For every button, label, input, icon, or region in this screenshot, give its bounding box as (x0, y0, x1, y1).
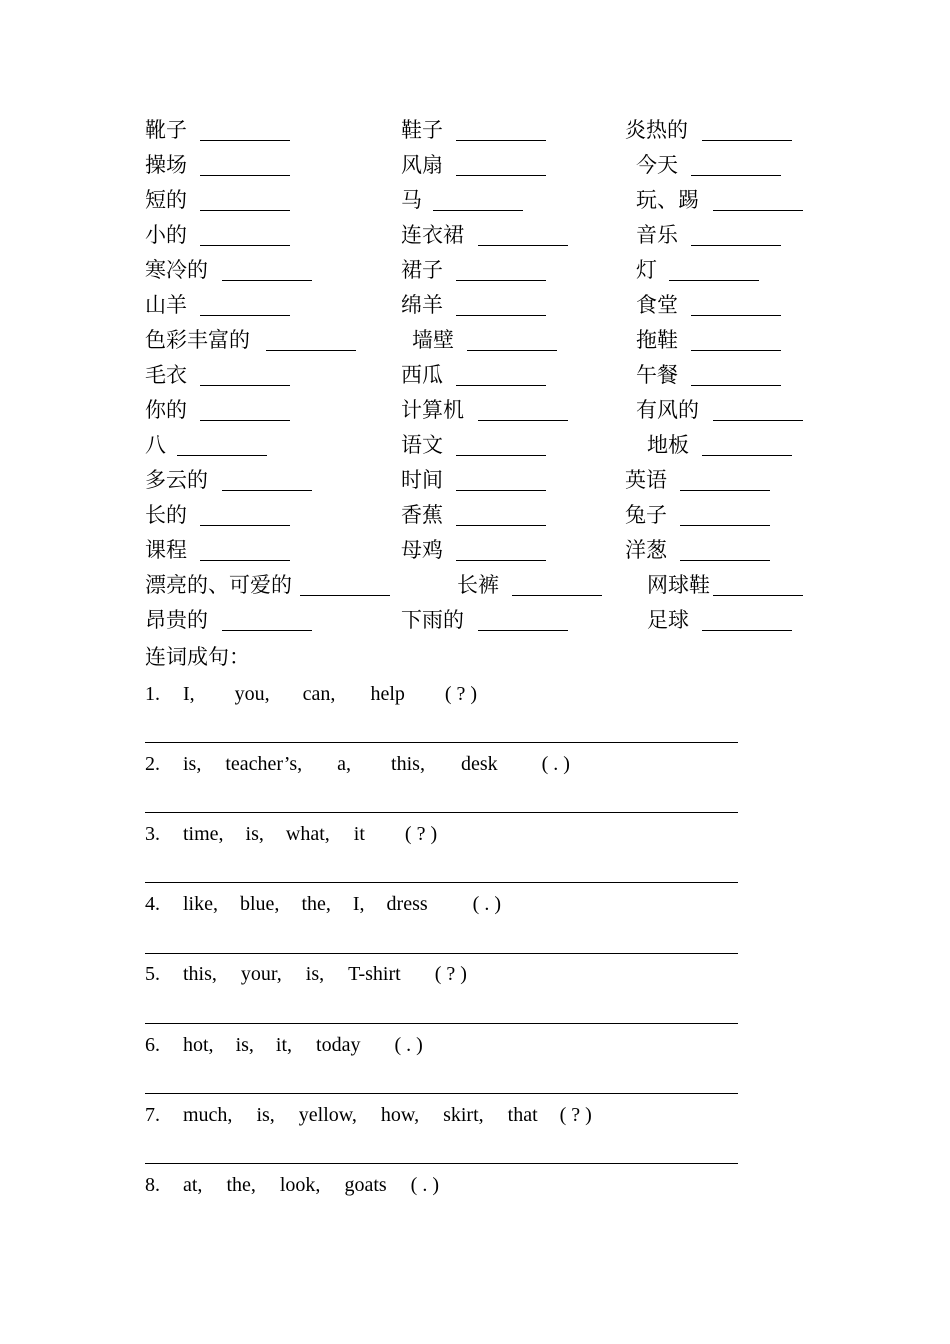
vocab-row (0, 608, 950, 643)
punctuation-hint: ( ? ) (434, 963, 467, 985)
sentence-item (145, 1173, 439, 1197)
word-token: skirt, (443, 1104, 484, 1126)
word-token: is, (256, 1104, 275, 1126)
word-token: I, (352, 893, 365, 915)
vocab-item (0, 118, 950, 153)
word-token: you, (234, 683, 270, 705)
punctuation-hint: ( ? ) (444, 683, 478, 705)
sentence-item (145, 962, 467, 986)
word-token: help (370, 683, 405, 705)
word-token: how, (380, 1104, 420, 1126)
word-token: I, (183, 683, 195, 705)
answer-blank[interactable] (691, 245, 781, 246)
answer-blank[interactable] (680, 525, 770, 526)
vocab-word: 毛衣 (145, 363, 187, 387)
answer-blank[interactable] (702, 630, 792, 631)
vocab-word: 音乐 (636, 223, 678, 247)
vocab-word: 八 (145, 433, 166, 457)
word-token: at, (183, 1174, 203, 1196)
word-token: the, (226, 1174, 256, 1196)
vocab-item (0, 363, 950, 398)
answer-blank[interactable] (691, 385, 781, 386)
vocab-word: 连衣裙 (401, 223, 464, 247)
answer-blank[interactable] (702, 140, 792, 141)
vocab-row (0, 188, 950, 223)
word-token: yellow, (298, 1104, 357, 1126)
vocab-item (0, 328, 950, 363)
word-token: is, (305, 963, 325, 985)
sentence-item (145, 752, 570, 776)
vocab-item (0, 258, 950, 293)
answer-blank[interactable] (702, 455, 792, 456)
vocab-item (0, 398, 950, 433)
sentence-item (145, 822, 437, 846)
sentence-number: 6. (145, 1034, 160, 1056)
sentence-number: 7. (145, 1104, 160, 1126)
sentence-number: 5. (145, 963, 160, 985)
vocab-row (0, 363, 950, 398)
sentence-item (145, 1103, 592, 1127)
vocab-item (0, 433, 950, 468)
answer-blank[interactable] (691, 350, 781, 351)
sentence-number: 1. (145, 683, 160, 705)
answer-blank[interactable] (669, 280, 759, 281)
word-token: today (316, 1034, 361, 1056)
vocab-word: 你的 (145, 398, 187, 422)
word-token: it, (275, 1034, 293, 1056)
answer-line[interactable] (145, 1093, 738, 1094)
vocab-word: 玩、踢 (636, 188, 699, 212)
vocab-word: 裙子 (401, 258, 443, 282)
vocab-word: 香蕉 (401, 503, 443, 527)
vocab-word: 多云的 (145, 468, 208, 492)
answer-blank[interactable] (713, 210, 803, 211)
answer-line[interactable] (145, 812, 738, 813)
vocab-row (0, 503, 950, 538)
sentence-item (145, 1033, 423, 1057)
punctuation-hint: ( . ) (394, 1034, 423, 1056)
punctuation-hint: ( . ) (410, 1174, 439, 1196)
word-token: this, (183, 963, 217, 985)
sentence-number: 8. (145, 1174, 160, 1196)
vocab-word: 有风的 (636, 398, 699, 422)
vocab-word: 食堂 (636, 293, 678, 317)
word-token: that (507, 1104, 538, 1126)
vocab-item (0, 538, 950, 573)
vocab-item (0, 188, 950, 223)
vocab-word: 时间 (401, 468, 443, 492)
vocab-item (0, 223, 950, 258)
sentence-number: 2. (145, 753, 160, 775)
vocab-word: 英语 (625, 468, 667, 492)
word-token: goats (344, 1174, 387, 1196)
vocab-row (0, 153, 950, 188)
word-token: can, (302, 683, 336, 705)
vocab-row (0, 433, 950, 468)
vocab-word: 靴子 (145, 118, 187, 142)
vocab-word: 午餐 (636, 363, 678, 387)
answer-line[interactable] (145, 742, 738, 743)
word-token: T-shirt (348, 963, 401, 985)
vocab-word: 小的 (145, 223, 187, 247)
vocab-item (0, 503, 950, 538)
punctuation-hint: ( . ) (472, 893, 501, 915)
word-token: your, (240, 963, 282, 985)
vocab-word: 母鸡 (401, 538, 443, 562)
answer-blank[interactable] (713, 420, 803, 421)
word-token: much, (183, 1104, 233, 1126)
answer-blank[interactable] (691, 175, 781, 176)
word-token: blue, (240, 893, 280, 915)
word-token: what, (285, 823, 330, 845)
vocab-word: 下雨的 (401, 608, 464, 632)
vocab-word: 墙壁 (412, 328, 454, 352)
vocab-word: 灯 (636, 258, 657, 282)
vocab-word: 风扇 (401, 153, 443, 177)
vocab-word: 长的 (145, 503, 187, 527)
vocab-word: 山羊 (145, 293, 187, 317)
vocab-row (0, 223, 950, 258)
word-token: is, (245, 823, 264, 845)
word-token: dress (386, 893, 428, 915)
vocab-row (0, 118, 950, 153)
vocab-row (0, 538, 950, 573)
sentence-number: 4. (145, 893, 160, 915)
vocab-word: 洋葱 (625, 538, 667, 562)
vocab-word: 马 (401, 188, 422, 212)
word-token: this, (391, 753, 425, 775)
word-token: is, (235, 1034, 254, 1056)
answer-line[interactable] (145, 1163, 738, 1164)
vocab-item (0, 468, 950, 503)
vocab-word: 足球 (647, 608, 689, 632)
sentence-item (145, 682, 477, 706)
vocab-row (0, 293, 950, 328)
word-token: desk (460, 753, 498, 775)
sentence-item (145, 892, 501, 916)
vocab-row (0, 468, 950, 503)
punctuation-hint: ( ? ) (404, 823, 438, 845)
vocab-row (0, 398, 950, 433)
vocab-word: 漂亮的、可爱的 (145, 573, 292, 597)
vocab-item (0, 608, 950, 643)
vocab-word: 寒冷的 (145, 258, 208, 282)
vocab-word: 短的 (145, 188, 187, 212)
vocab-word: 语文 (401, 433, 443, 457)
vocab-word: 昂贵的 (145, 608, 208, 632)
answer-blank[interactable] (713, 595, 803, 596)
vocab-item (0, 573, 950, 608)
punctuation-hint: ( . ) (541, 753, 570, 775)
vocab-word: 长裤 (457, 573, 499, 597)
vocab-word: 地板 (647, 433, 689, 457)
section-title: 连词成句： (145, 645, 250, 669)
answer-line[interactable] (145, 953, 738, 954)
word-token: a, (337, 753, 352, 775)
vocab-word: 西瓜 (401, 363, 443, 387)
word-token: time, (183, 823, 224, 845)
vocab-row (0, 573, 950, 608)
vocab-item (0, 153, 950, 188)
vocab-word: 炎热的 (625, 118, 688, 142)
vocab-word: 拖鞋 (636, 328, 678, 352)
vocab-word: 今天 (636, 153, 678, 177)
vocab-word: 鞋子 (401, 118, 443, 142)
vocab-word: 计算机 (401, 398, 464, 422)
vocab-word: 绵羊 (401, 293, 443, 317)
vocab-item (0, 293, 950, 328)
answer-line[interactable] (145, 1023, 738, 1024)
vocab-word: 色彩丰富的 (145, 328, 250, 352)
word-token: it (353, 823, 365, 845)
word-token: the, (301, 893, 331, 915)
vocab-word: 兔子 (625, 503, 667, 527)
word-token: teacher’s, (225, 753, 303, 775)
vocab-word: 网球鞋 (647, 573, 710, 597)
vocab-row (0, 258, 950, 293)
answer-blank[interactable] (680, 490, 770, 491)
word-token: is, (183, 753, 202, 775)
answer-blank[interactable] (680, 560, 770, 561)
word-token: like, (183, 893, 218, 915)
word-token: look, (279, 1174, 321, 1196)
sentence-number: 3. (145, 823, 160, 845)
answer-line[interactable] (145, 882, 738, 883)
vocab-word: 课程 (145, 538, 187, 562)
word-token: hot, (183, 1034, 214, 1056)
punctuation-hint: ( ? ) (559, 1104, 592, 1126)
vocab-word: 操场 (145, 153, 187, 177)
answer-blank[interactable] (691, 315, 781, 316)
vocab-row (0, 328, 950, 363)
